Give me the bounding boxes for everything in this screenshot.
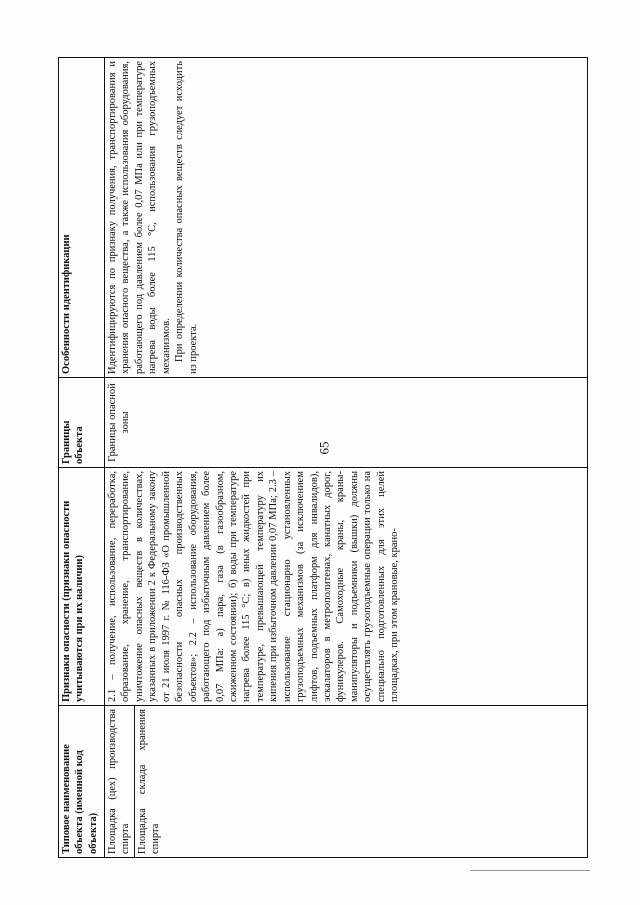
header-identification-features: Особенности идентификации: [59, 58, 105, 378]
danger-signs-cell: 2.1 – получение, использование, переработка, образование, хранение, транспортирование, уничтожение опасных веществ в количествах, указанных в приложении 2 к Федеральному закону от 21 июля 1997 г. № 116-ФЗ «О промышленной безопасности опасных производственных объектов»; 2.2 – использование оборудования, работающего под избыточным давлением более 0,07 МПа: а) пара, газа (в газообразном, сжиженном состоянии); б) воды при температуре нагрева более 115 °С; в) иных жидкостей при температуре, превышающей температуру их кипения при избыточном давлении 0,07 МПа; 2.3 – использование стационарно установленных грузоподъемных механизмов (за исключением лифтов, подъемных платформ для инвалидов), эскалаторов в метрополитенах, канатных дорог, фуникулеров. Самоходные краны, краны-манипуляторы и подъемники (вышки) должны осуществлять грузоподъемные операции только на специально подготовленных для этих целей площадках, при этом крановые, крано-: [105, 468, 588, 706]
features-paragraph-2: При определении количества опасных веществ следует исходить из проекта.: [174, 61, 199, 374]
identification-features-cell: [105, 58, 588, 378]
boundaries-cell: Границы опасной зоны: [105, 378, 588, 468]
rotated-page-content: [58, 58, 588, 858]
page-number: 65: [316, 441, 332, 455]
features-paragraph-1: Идентифицируются по признаку получения, транспортирования и хранения опасного вещества, а также использования оборудования, работающего под давлением более 0,07 МПа или при температуре нагрева воды более 115 °С, использования грузоподъемных механизмов.: [107, 61, 172, 374]
identification-table: [58, 57, 588, 858]
row1-object-name: Площадка (цех) производства спирта: [105, 706, 135, 858]
header-danger-signs: Признаки опасности (признаки опасности учитываются при их наличии): [59, 468, 105, 706]
header-object-name: Типовое наименование объекта (именной код объекта): [59, 706, 105, 858]
row2-object-name: Площадка склада хранения спирта: [134, 706, 587, 858]
footer-rule: [470, 870, 590, 871]
header-object-boundaries: Границы объекта: [59, 378, 105, 468]
